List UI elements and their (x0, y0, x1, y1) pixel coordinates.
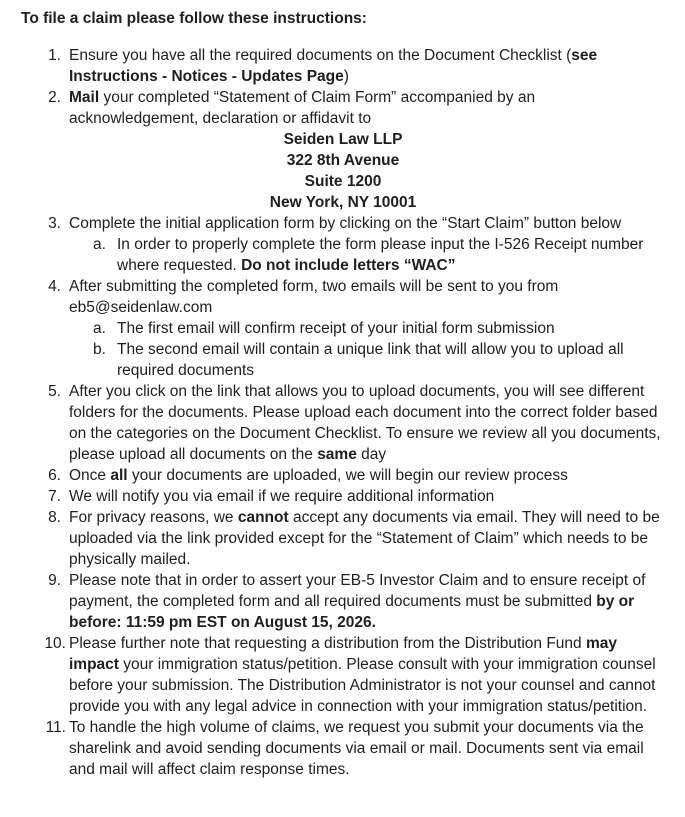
sub-item-text: The first email will confirm receipt of your initial form submission (117, 320, 555, 337)
item-bold-text: same (317, 446, 357, 463)
item-number: 11. (45, 719, 66, 736)
sub-item-bold-text: Do not include letters “WAC” (241, 257, 456, 274)
item-number: 4. (48, 278, 61, 295)
mailing-address (21, 129, 665, 213)
item-text: After submitting the completed form, two emails will be sent to you from eb5@seidenlaw.com (69, 278, 559, 316)
list-item (21, 570, 665, 633)
list-item (21, 45, 665, 87)
item-text: To handle the high volume of claims, we request you submit your documents via the sharelink and avoid sending documents via email or mail. Documents sent via email and mail will affect claim response times. (69, 719, 644, 778)
item-text: Complete the initial application form by clicking on the “Start Claim” button below (69, 215, 622, 232)
item-text: Please note that in order to assert your EB-5 Investor Claim and to ensure receipt of payment, the completed form and all required documents must be submitted (69, 572, 646, 610)
item-text: day (356, 446, 387, 463)
item-text: We will notify you via email if we require additional information (69, 488, 495, 505)
item-number: 5. (48, 383, 61, 400)
sub-item-letter: b. (93, 341, 106, 358)
list-item (21, 381, 665, 465)
item-bold-text: may impact (69, 635, 617, 673)
sub-list-item (69, 234, 665, 276)
item-bold-text: all (110, 467, 128, 484)
address-line: New York, NY 10001 (269, 194, 417, 211)
instructions-list (21, 45, 665, 780)
sub-list-item (69, 339, 665, 381)
item-number: 9. (48, 572, 61, 589)
item-text: accept any documents via email. They will need to be uploaded via the link provided except for the “Statement of Claim” which needs to be physically mailed. (69, 509, 660, 568)
list-item (21, 276, 665, 381)
item-bold-text: by or before: 11:59 pm EST on August 15, 2026. (69, 593, 635, 631)
item-number: 2. (48, 89, 61, 106)
item-number: 7. (48, 488, 61, 505)
address-line: 322 8th Avenue (286, 152, 400, 169)
sub-list (69, 234, 665, 276)
item-text: For privacy reasons, we (69, 509, 238, 526)
list-item (21, 507, 665, 570)
item-text: Once (69, 467, 111, 484)
list-item (21, 633, 665, 717)
sub-item-text: In order to properly complete the form please input the I-526 Receipt number where requested. (117, 236, 644, 274)
item-text: your documents are uploaded, we will begin our review process (127, 467, 568, 484)
item-text: Ensure you have all the required documents on the Document Checklist ( (69, 47, 572, 64)
sub-item-letter: a. (93, 236, 106, 253)
sub-list-item (69, 318, 665, 339)
item-number: 3. (48, 215, 61, 232)
list-item (21, 87, 665, 213)
sub-item-letter: a. (93, 320, 106, 337)
item-number: 1. (48, 47, 61, 64)
item-number: 6. (48, 467, 61, 484)
item-text: After you click on the link that allows you to upload documents, you will see different folders for the documents. Please upload each document into the correct folder based on the categories on the Document Checklist. To ensure we review all you documents, please upload all documents on the (69, 383, 661, 463)
list-item (21, 213, 665, 276)
list-item (21, 486, 665, 507)
list-item (21, 717, 665, 780)
item-number: 10. (44, 635, 66, 652)
address-line: Suite 1200 (304, 173, 382, 190)
item-number: 8. (48, 509, 61, 526)
item-bold-text: see Instructions - Notices - Updates Page (69, 47, 598, 85)
page-heading: To file a claim please follow these instructions: (21, 10, 367, 27)
item-bold-text: Mail (69, 89, 100, 106)
item-text: ) (343, 68, 349, 85)
list-item (21, 465, 665, 486)
item-text: your immigration status/petition. Please consult with your immigration counsel before your submission. The Distribution Administrator is not your counsel and cannot provide you with any legal advice in connection with your immigration status/petition. (69, 656, 656, 715)
item-text: your completed “Statement of Claim Form” accompanied by an acknowledgement, declaration or affidavit to (69, 89, 536, 127)
item-text: Please further note that requesting a distribution from the Distribution Fund (69, 635, 586, 652)
item-bold-text: cannot (237, 509, 289, 526)
sub-list (69, 318, 665, 381)
sub-item-text: The second email will contain a unique link that will allow you to upload all required documents (117, 341, 624, 379)
address-line: Seiden Law LLP (283, 131, 403, 148)
